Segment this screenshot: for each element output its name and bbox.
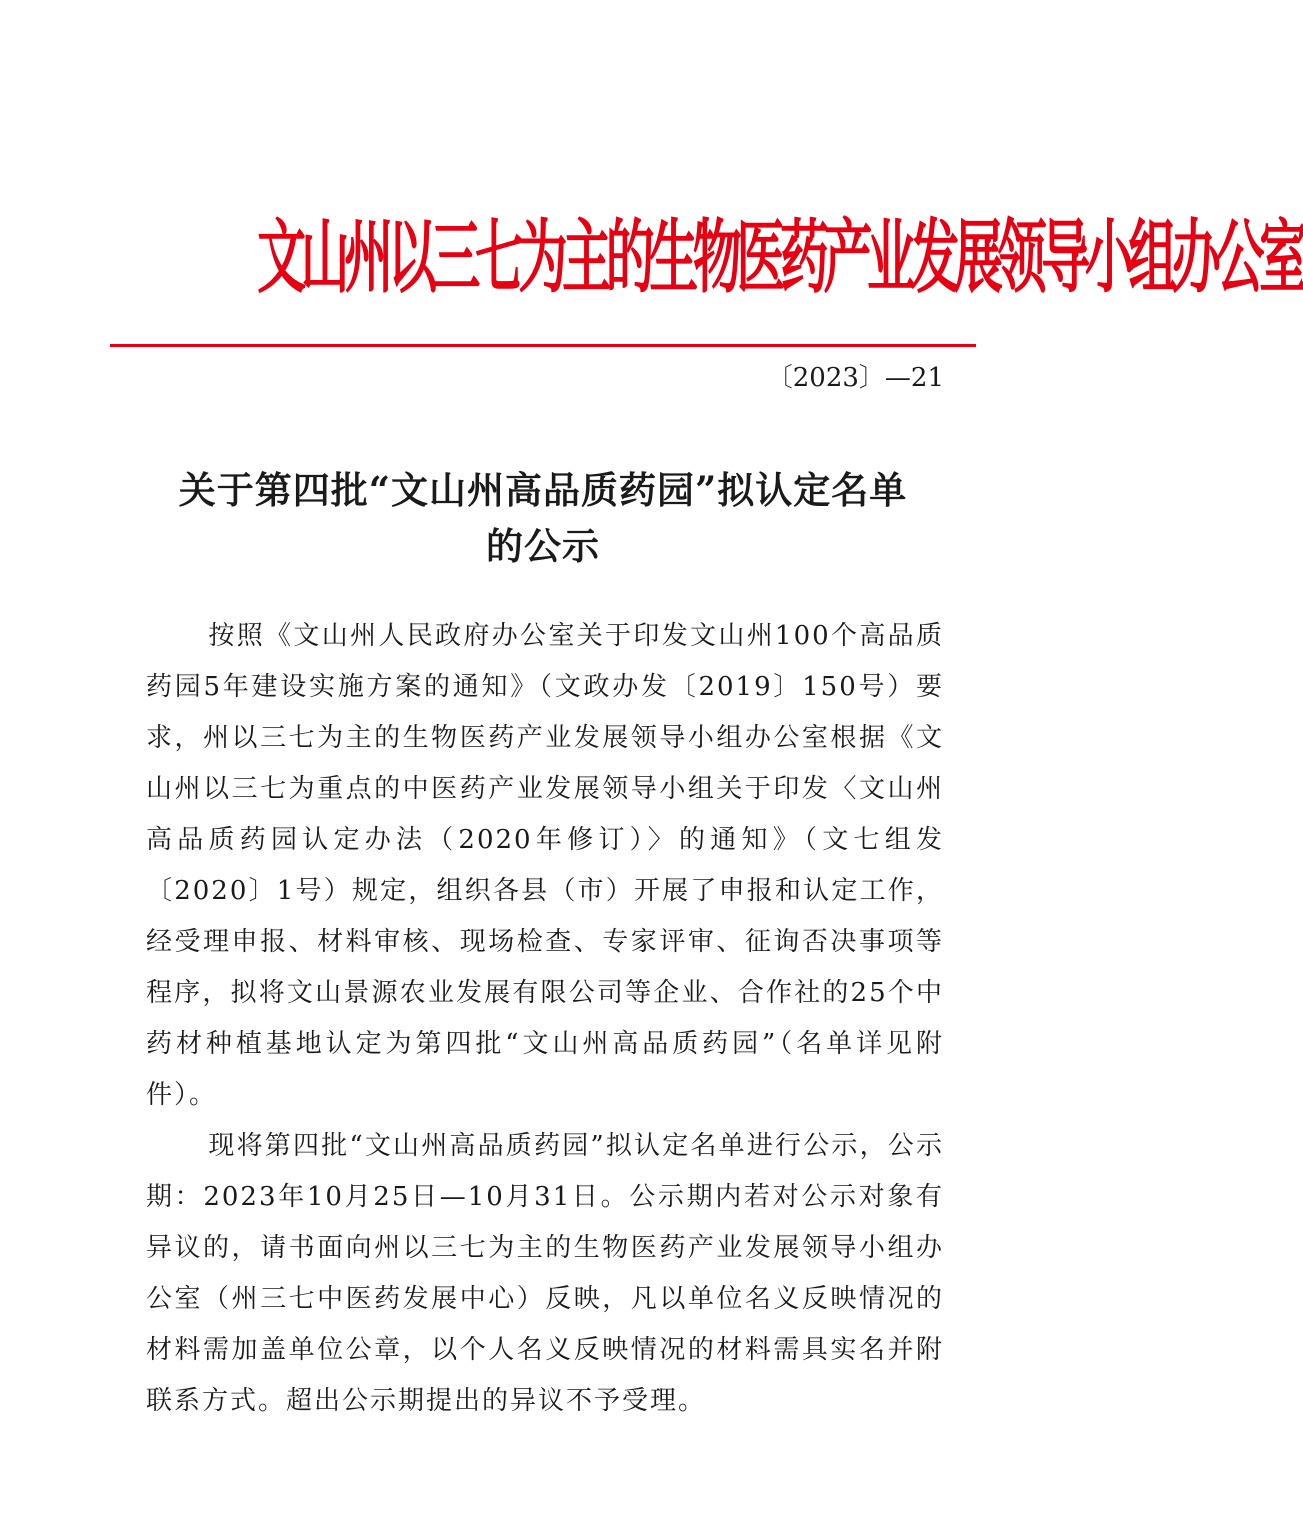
document-body [146,611,944,1427]
body-paragraph-2: 现将第四批“文山州高品质药园”拟认定名单进行公示，公示期：2023年10月25日—10月31日。公示期内若对公示对象有异议的，请书面向州以三七为主的生物医药产业发展领导小组办公室（州三七中医药发展中心）反映，凡以单位名义反映情况的材料需加盖单位公章，以个人名义反映情况的材料需具实名并附联系方式。超出公示期提出的异议不予受理。 [146,1131,944,1416]
document-title-line-1: 关于第四批“文山州高品质药园”拟认定名单 [178,468,908,512]
red-header-rule [110,344,976,347]
issuer-masthead: 文山州以三七为主的生物医药产业发展领导小组办公室 [257,211,1303,305]
document-title-line-2: 的公示 [486,524,600,568]
body-paragraph-1: 按照《文山州人民政府办公室关于印发文山州100个高品质药园5年建设实施方案的通知》（文政办发〔2019〕150号）要求，州以三七为主的生物医药产业发展领导小组办公室根据《文山州以三七为重点的中医药产业发展领导小组关于印发〈文山州高品质药园认定办法（2020年修订）〉的通知》（文七组发〔2020〕1号）规定，组织各县（市）开展了申报和认定工作，经受理申报、材料审核、现场检查、专家评审、征询否决事项等程序，拟将文山景源农业发展有限公司等企业、合作社的25个中药材种植基地认定为第四批“文山州高品质药园”（名单详见附件）。 [146,621,944,1110]
document-title [110,462,976,574]
document-number: 〔2023〕—21 [766,363,944,393]
